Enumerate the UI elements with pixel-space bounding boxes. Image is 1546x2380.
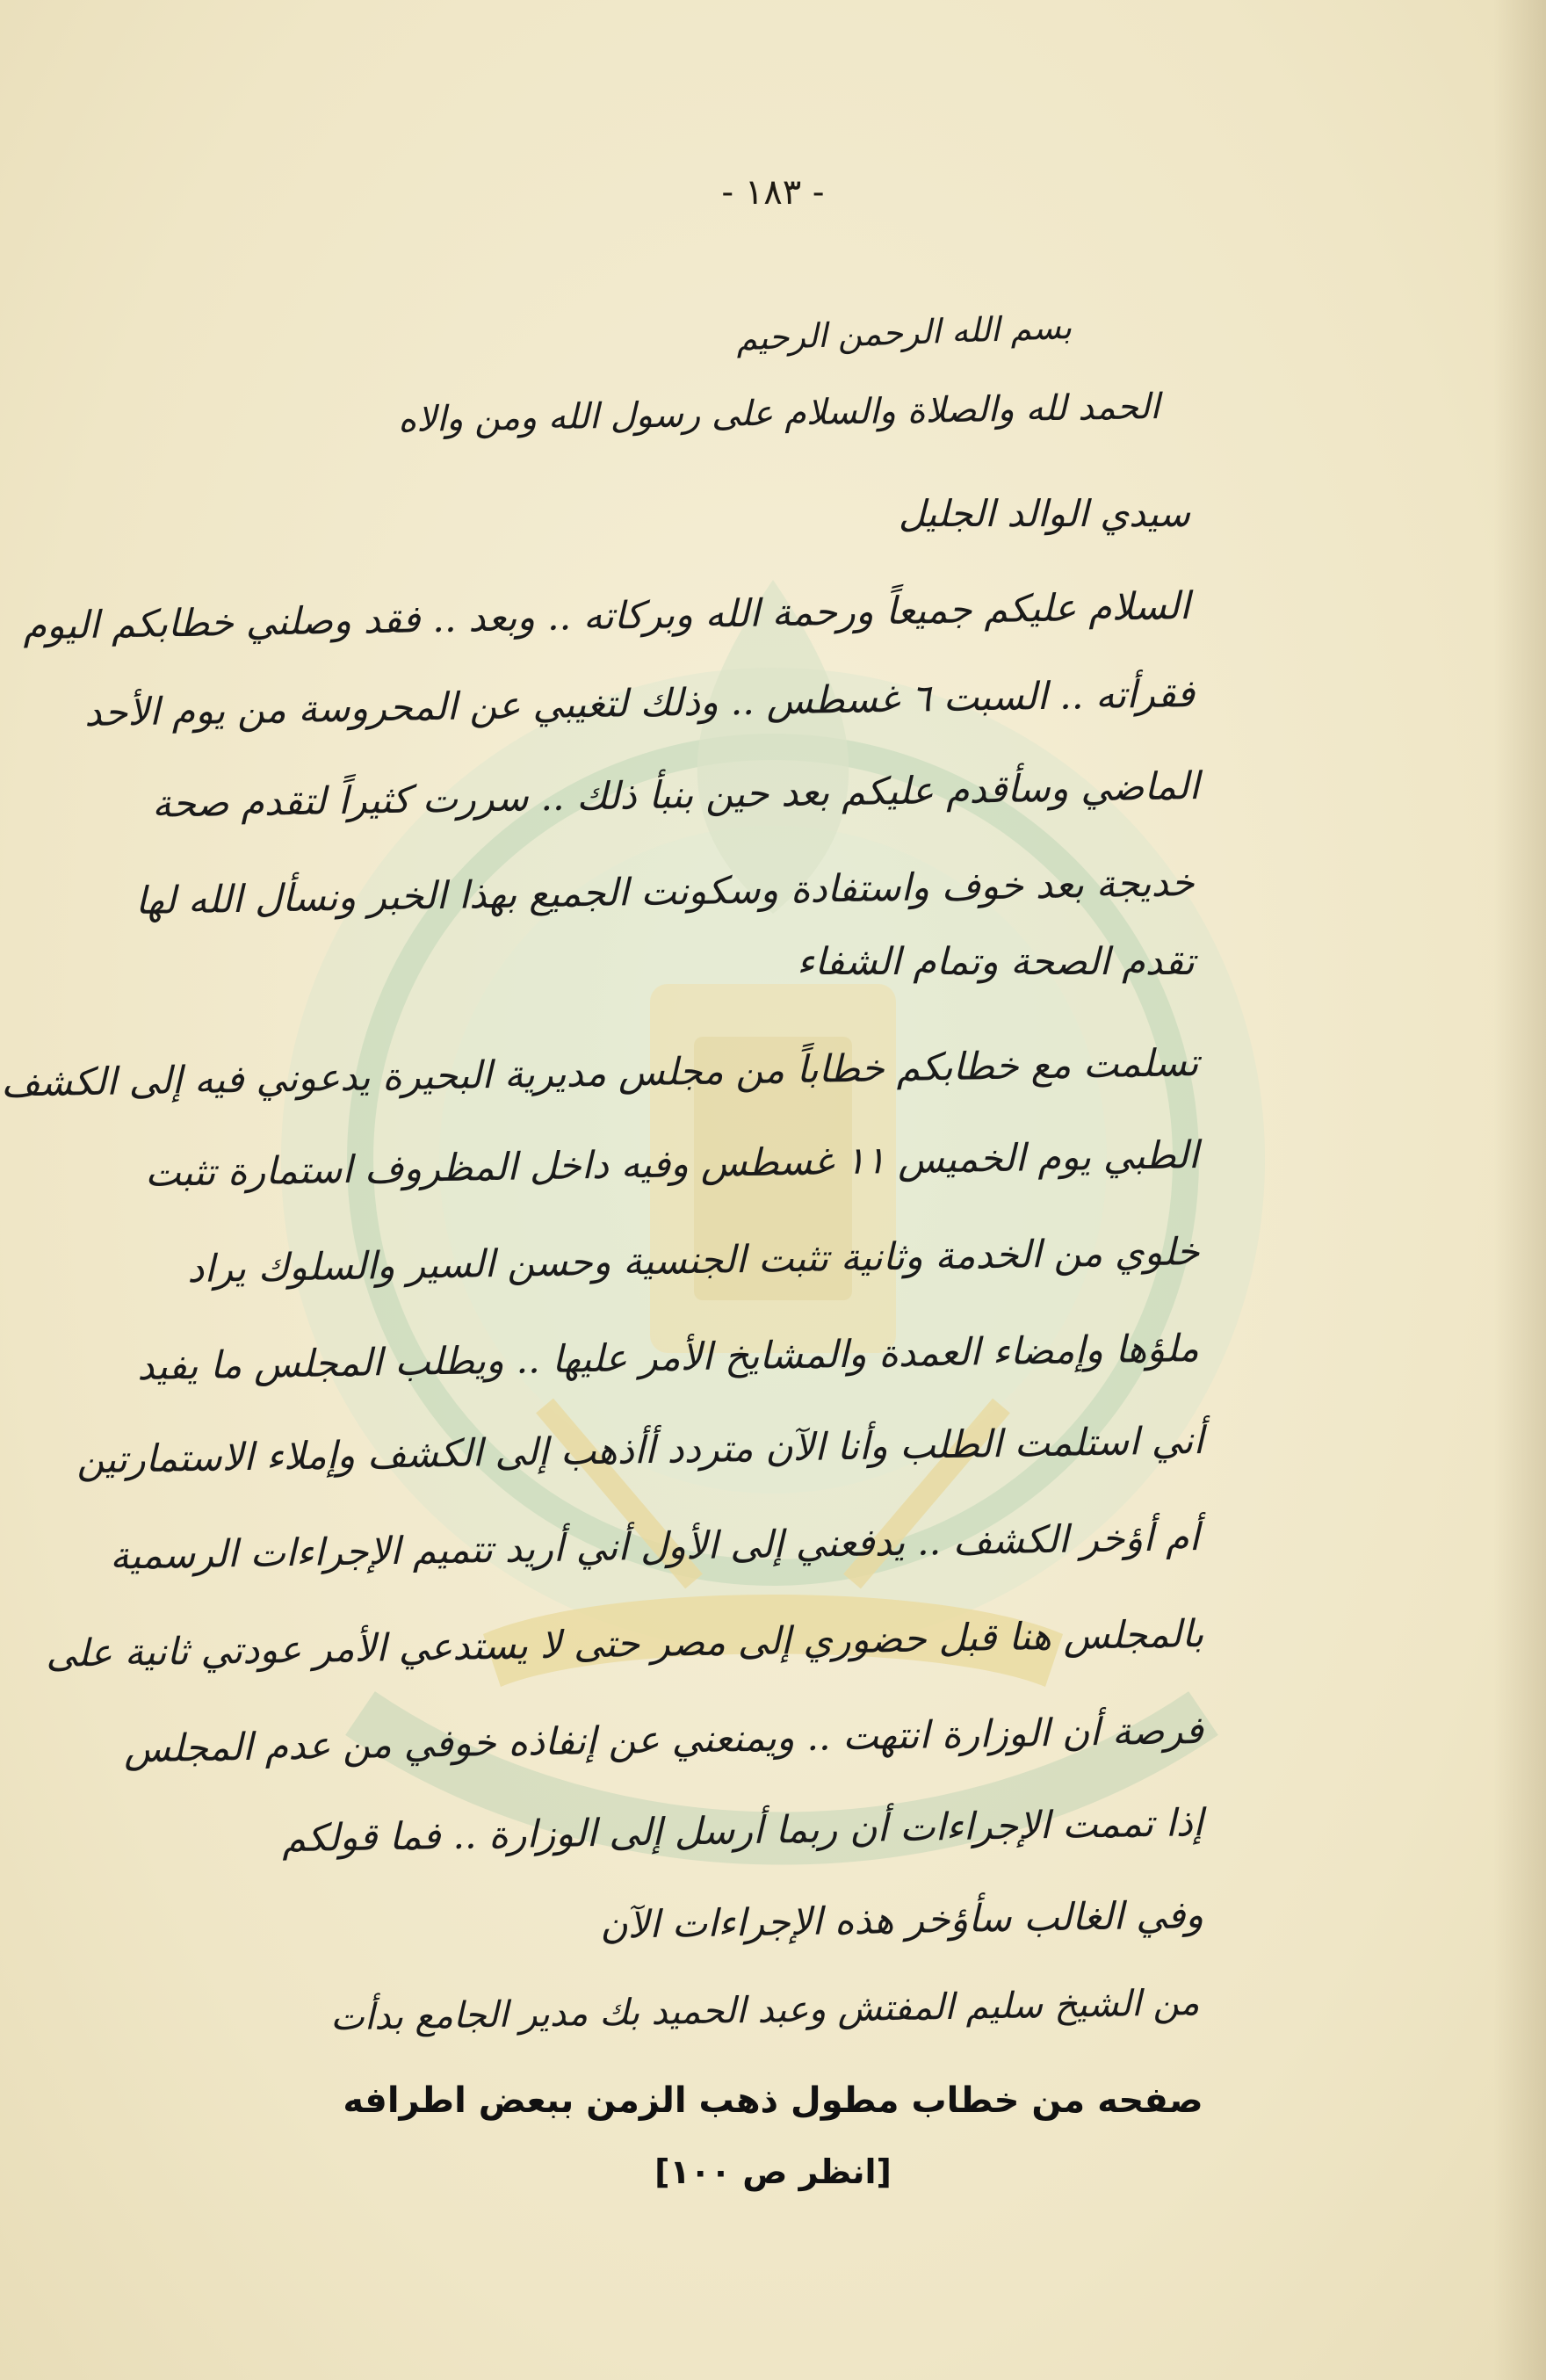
- letter-line: فقرأته .. السبت ٦ غسطس .. وذلك لتغيبي عن المحروسة من يوم الأحد: [83, 672, 1196, 736]
- letter-line: الحمد لله والصلاة والسلام على رسول الله ومن والاه: [397, 387, 1160, 441]
- letter-line: إذا تممت الإجراءات أن ربما أرسل إلى الوزارة .. فما قولكم: [281, 1801, 1204, 1862]
- letter-line: خديجة بعد خوف واستفادة وسكونت الجميع بهذا الخبر ونسأل الله لها: [135, 861, 1196, 924]
- page-reference: [انظر ص ١٠٠]: [654, 2152, 892, 2191]
- letter-line: خلوي من الخدمة وثانية تثبت الجنسية وحسن السير والسلوك يراد: [186, 1230, 1200, 1292]
- letter-line: الماضي وسأقدم عليكم بعد حين بنبأ ذلك .. سررت كثيراً لتقدم صحة: [151, 764, 1200, 827]
- letter-line: ملؤها وإمضاء العمدة والمشايخ الأمر عليها .. ويطلب المجلس ما يفيد: [136, 1327, 1200, 1390]
- letter-line: بالمجلس هنا قبل حضوري إلى مصر حتى لا يستدعي الأمر عودتي ثانية على: [45, 1612, 1204, 1677]
- page-number: - ١٨٣ -: [721, 172, 825, 213]
- letter-line: السلام عليكم جميعاً ورحمة الله وبركاته .. وبعد .. فقد وصلني خطابكم اليوم: [23, 584, 1191, 649]
- letter-line: أم أؤخر الكشف .. يدفعني إلى الأول أني أريد تتميم الإجراءات الرسمية: [109, 1516, 1200, 1579]
- letter-line: وفي الغالب سأؤخر هذه الإجراءات الآن: [599, 1893, 1204, 1948]
- letter-line: فرصة أن الوزارة انتهت .. ويمنعني عن إنفاذه خوفي من عدم المجلس: [123, 1709, 1204, 1772]
- letter-line: أني استلمت الطلب وأنا الآن متردد أأذهب إلى الكشف وإملاء الاستمارتين: [76, 1419, 1204, 1483]
- letter-line: تسلمت مع خطابكم خطاباً من مجلس مديرية البحيرة يدعوني فيه إلى الكشف: [1, 1041, 1200, 1106]
- letter-line: بسم الله الرحمن الرحيم: [735, 307, 1073, 358]
- letter-line: الطبي يوم الخميس ١١ غسطس وفيه داخل المظروف استمارة تثبت: [144, 1133, 1200, 1196]
- letter-line: سيدي الوالد الجليل: [898, 492, 1190, 535]
- letter-line: تقدم الصحة وتمام الشفاء: [797, 940, 1195, 984]
- figure-caption: صفحه من خطاب مطول ذهب الزمن ببعض اطرافه: [343, 2080, 1203, 2121]
- letter-line: من الشيخ سليم المفتش وعبد الحميد بك مدير الجامع بدأت: [329, 1981, 1200, 2039]
